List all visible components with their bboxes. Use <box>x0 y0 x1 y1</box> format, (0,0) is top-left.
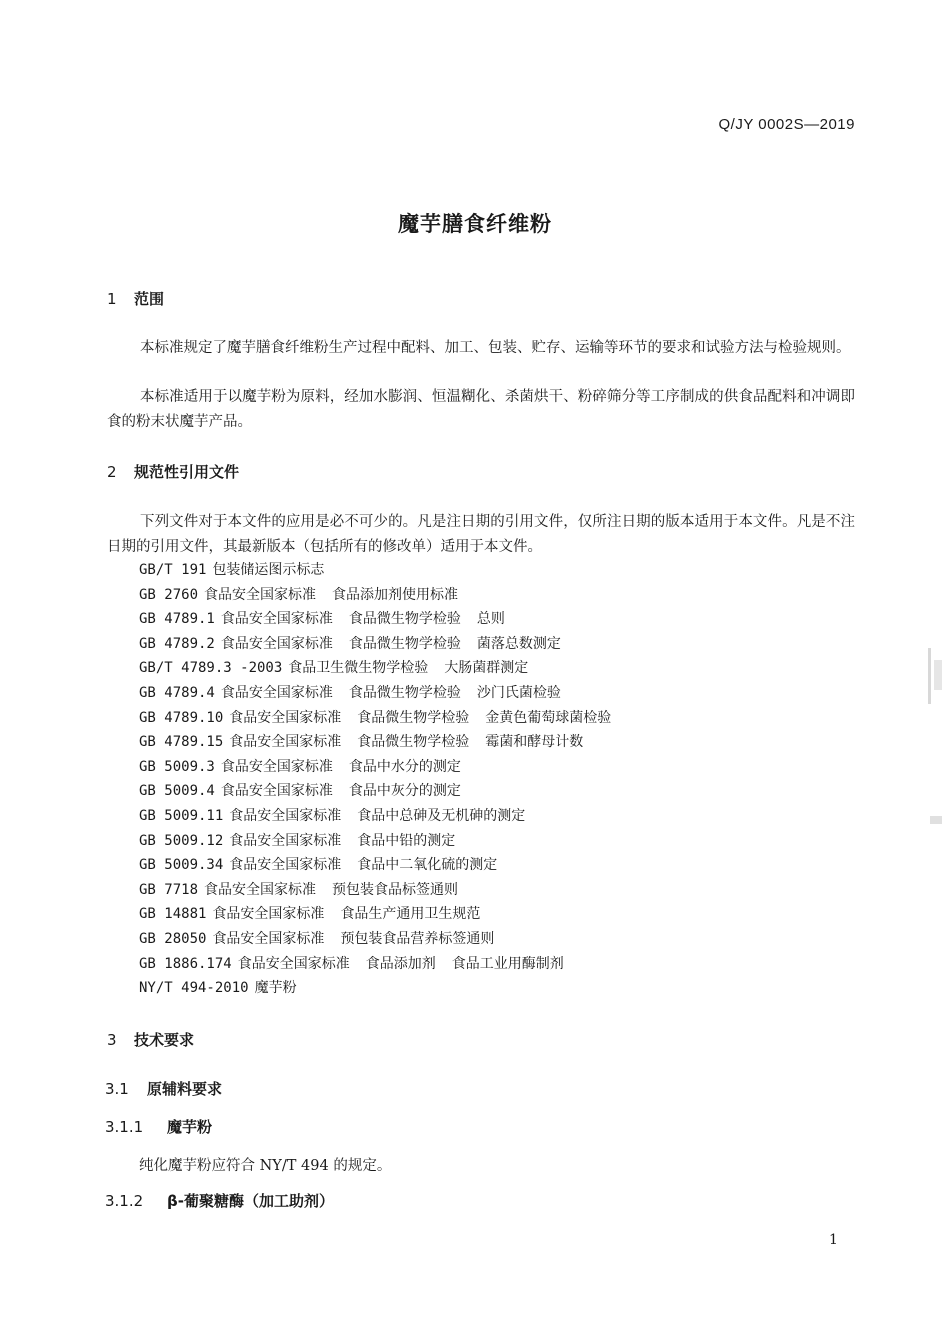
reference-title: 食品添加剂 <box>365 955 436 972</box>
reference-title: 预包装食品营养标签通则 <box>340 931 495 947</box>
section-3-1-1-heading <box>105 1116 212 1137</box>
reference-item <box>139 585 474 605</box>
reference-title: 食品工业用酶制剂 <box>451 955 564 972</box>
reference-code: GB 14881 <box>139 906 207 923</box>
reference-code: GB 7718 <box>139 881 199 898</box>
section-1-heading <box>107 288 164 309</box>
reference-item <box>139 609 521 629</box>
reference-code: GB 4789.1 <box>139 611 215 628</box>
seal-fragment <box>928 648 931 704</box>
section-number: 3 <box>107 1031 117 1049</box>
section-number: 3.1.2 <box>105 1192 144 1210</box>
section-title: β-葡聚糖酶（加工助剂） <box>167 1192 334 1210</box>
section-2-paragraph: 下列文件对于本文件的应用是必不可少的。凡是注日期的引用文件，仅所注日期的版本适用于本文件。凡是不注日期的引用文件，其最新版本（包括所有的修改单）适用于本文件。 <box>107 514 855 555</box>
reference-title: 食品安全国家标准 <box>229 832 342 849</box>
reference-code: GB 1886.174 <box>139 955 232 972</box>
reference-title: 食品安全国家标准 <box>204 586 317 603</box>
section-2-heading <box>107 461 239 482</box>
reference-code: GB 5009.34 <box>139 857 224 874</box>
reference-title: 食品安全国家标准 <box>204 881 317 898</box>
reference-title: 食品微生物学检验 <box>348 611 461 628</box>
reference-item <box>139 757 477 777</box>
document-title: 魔芋膳食纤维粉 <box>398 212 552 236</box>
seal-fragment <box>934 660 942 690</box>
section-title: 技术要求 <box>134 1031 195 1049</box>
reference-title: 食品安全国家标准 <box>220 758 333 775</box>
section-3-1-heading <box>105 1078 222 1099</box>
reference-title: 食品中铅的测定 <box>357 832 456 849</box>
reference-item <box>139 634 577 654</box>
reference-title: 食品安全国家标准 <box>229 734 342 751</box>
section-title: 范围 <box>134 290 165 308</box>
reference-title: 食品安全国家标准 <box>220 685 333 701</box>
reference-code: GB 4789.15 <box>139 734 224 751</box>
reference-title: 食品安全国家标准 <box>237 955 350 972</box>
page-number: 1 <box>829 1232 838 1248</box>
section-number: 1 <box>107 290 117 308</box>
section-title: 原辅料要求 <box>147 1080 223 1098</box>
reference-title: 食品中水分的测定 <box>348 758 461 775</box>
section-3-heading <box>107 1029 194 1050</box>
reference-title: 食品添加剂使用标准 <box>332 586 459 603</box>
reference-code: GB 5009.11 <box>139 808 224 824</box>
reference-item <box>139 954 580 974</box>
reference-code: NY/T 494-2010 <box>139 980 249 997</box>
reference-title: 食品微生物学检验 <box>357 709 470 726</box>
reference-title: 食品微生物学检验 <box>348 635 461 652</box>
reference-title: 食品安全国家标准 <box>220 635 333 652</box>
reference-title: 预包装食品标签通则 <box>332 881 459 898</box>
section-number: 3.1.1 <box>105 1118 144 1136</box>
reference-title: 食品安全国家标准 <box>220 611 333 628</box>
reference-item <box>139 978 313 998</box>
reference-code: GB 4789.2 <box>139 635 215 652</box>
section-number: 3.1 <box>105 1080 129 1098</box>
reference-item <box>139 855 513 875</box>
reference-item <box>139 732 599 752</box>
reference-title: 沙门氏菌检验 <box>476 685 561 701</box>
reference-title: 菌落总数测定 <box>476 635 561 652</box>
reference-title: 食品安全国家标准 <box>220 783 333 800</box>
reference-title: 魔芋粉 <box>254 980 297 997</box>
reference-item <box>139 683 577 703</box>
reference-code: GB/T 191 <box>139 562 207 578</box>
reference-title: 食品微生物学检验 <box>357 734 470 751</box>
section-title: 魔芋粉 <box>167 1118 213 1136</box>
reference-item <box>139 806 541 826</box>
reference-title: 食品生产通用卫生规范 <box>340 906 481 923</box>
section-3-1-1-text: 纯化魔芋粉应符合 NY/T 494 的规定。 <box>139 1158 392 1174</box>
section-number: 2 <box>107 463 117 481</box>
section-3-1-2-heading <box>105 1190 334 1211</box>
section-1-paragraph-1: 本标准规定了魔芋膳食纤维粉生产过程中配料、加工、包装、贮存、运输等环节的要求和试验方法与检验规则。 <box>140 340 851 356</box>
reference-item <box>139 781 477 801</box>
reference-item <box>139 831 471 851</box>
reference-code: GB 4789.10 <box>139 709 224 726</box>
reference-title: 食品安全国家标准 <box>229 857 342 874</box>
reference-title: 大肠菌群测定 <box>444 660 529 677</box>
reference-item <box>139 708 627 728</box>
reference-title: 食品安全国家标准 <box>229 709 342 726</box>
reference-title: 食品中灰分的测定 <box>348 783 461 800</box>
section-title: 规范性引用文件 <box>134 463 240 481</box>
reference-item <box>139 880 474 900</box>
reference-code: GB 28050 <box>139 931 207 947</box>
reference-code: GB/T 4789.3 -2003 <box>139 660 283 677</box>
reference-title: 食品安全国家标准 <box>212 906 325 923</box>
reference-title: 包装储运图示标志 <box>212 562 325 578</box>
reference-title: 霉菌和酵母计数 <box>485 734 584 751</box>
reference-title: 食品安全国家标准 <box>212 931 325 947</box>
reference-code: GB 5009.12 <box>139 832 224 849</box>
reference-code: GB 4789.4 <box>139 685 215 701</box>
reference-title: 食品中总砷及无机砷的测定 <box>357 808 526 824</box>
seal-fragment <box>930 816 942 824</box>
document-code: Q/JY 0002S—2019 <box>718 116 855 133</box>
reference-item <box>139 904 496 924</box>
reference-item <box>139 929 510 949</box>
reference-title: 金黄色葡萄球菌检验 <box>485 709 612 726</box>
reference-title: 食品安全国家标准 <box>229 808 342 824</box>
reference-code: GB 5009.3 <box>139 758 215 775</box>
reference-code: GB 5009.4 <box>139 783 215 800</box>
reference-title: 食品中二氧化硫的测定 <box>357 857 498 874</box>
reference-item <box>139 560 340 580</box>
reference-item <box>139 658 544 678</box>
section-1-paragraph-2: 本标准适用于以魔芋粉为原料，经加水膨润、恒温糊化、杀菌烘干、粉碎筛分等工序制成的供食品配料和冲调即食的粉末状魔芋产品。 <box>107 389 855 430</box>
reference-title: 总则 <box>476 611 505 628</box>
reference-title: 食品卫生微生物学检验 <box>288 660 429 677</box>
reference-title: 食品微生物学检验 <box>348 685 461 701</box>
reference-code: GB 2760 <box>139 586 199 603</box>
